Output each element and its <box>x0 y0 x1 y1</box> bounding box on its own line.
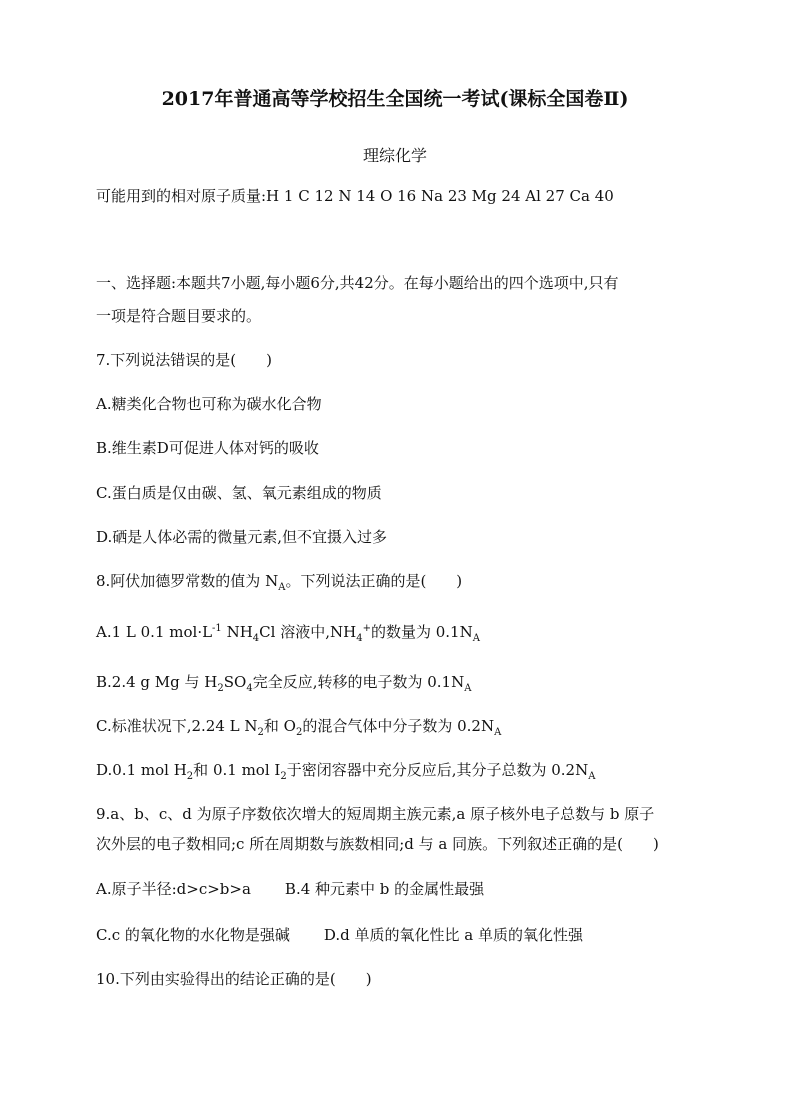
q9-options-row-2 <box>96 925 583 945</box>
q9-option-a: A.原子半径:d>c>b>a <box>96 880 251 898</box>
q8d-text-2: 和 0.1 mol I <box>193 761 281 779</box>
q8a-text-3: Cl 溶液中,NH <box>259 623 357 641</box>
q8-option-d <box>96 760 595 780</box>
q8a-sup-2: + <box>362 623 371 634</box>
q7-stem: 7.下列说法错误的是( ) <box>96 351 273 369</box>
q8a-text-4: 的数量为 0.1N <box>370 623 473 641</box>
q8a-sup-1: -1 <box>212 623 222 634</box>
q8b-sub-3: A <box>464 683 472 694</box>
q8b-sub-1: 2 <box>217 683 224 694</box>
q8c-sub-3: A <box>494 727 502 738</box>
section-instruction-line-1: 一、选择题:本题共7小题,每小题6分,共42分。在每小题给出的四个选项中,只有 <box>96 274 619 292</box>
q8c-text-3: 的混合气体中分子数为 0.2N <box>302 717 495 735</box>
q8d-text-1: D.0.1 mol H <box>96 761 187 779</box>
exam-title: 2017年普通高等学校招生全国统一考试(课标全国卷Ⅱ) <box>161 88 629 110</box>
q8a-text-1: A.1 L 0.1 mol·L <box>96 623 213 641</box>
q8-option-b <box>96 672 471 692</box>
q10-stem: 10.下列由实验得出的结论正确的是( ) <box>96 970 372 988</box>
q8d-sub-1: 2 <box>186 771 194 782</box>
q8-option-c <box>96 716 501 736</box>
q8a-sub-1: 4 <box>252 633 260 644</box>
q7-option-d: D.硒是人体必需的微量元素,但不宜摄入过多 <box>96 528 388 546</box>
q8d-text-3: 于密闭容器中充分反应后,其分子总数为 0.2N <box>286 761 589 779</box>
atomic-masses-line: 可能用到的相对原子质量:H 1 C 12 N 14 O 16 Na 23 Mg 24 Al 27 Ca 40 <box>96 187 614 205</box>
q8-stem-text: 8.阿伏加德罗常数的值为 N <box>96 572 279 590</box>
q8b-text-3: 完全反应,转移的电子数为 0.1N <box>252 673 465 691</box>
q8c-text-1: C.标准状况下,2.24 L N <box>96 717 258 735</box>
q8-stem-text-2: 。下列说法正确的是( ) <box>285 572 463 590</box>
q8-stem <box>96 571 462 591</box>
q9-option-d: D.d 单质的氧化性比 a 单质的氧化性强 <box>323 926 584 944</box>
q8c-sub-1: 2 <box>257 727 264 738</box>
subject-title: 理综化学 <box>362 146 427 165</box>
q8a-sub-3: A <box>472 633 480 644</box>
q8d-sub-2: 2 <box>280 771 287 782</box>
q8c-text-2: 和 O <box>263 717 296 735</box>
q7-option-b: B.维生素D可促进人体对钙的吸收 <box>96 439 319 457</box>
q8a-text-2: NH <box>221 623 253 641</box>
q9-stem-line-2: 次外层的电子数相同;c 所在周期数与族数相同;d 与 a 同族。下列叙述正确的是( ) <box>96 835 659 853</box>
section-instruction-line-2: 一项是符合题目要求的。 <box>96 307 262 325</box>
q8b-text-2: SO <box>223 673 247 691</box>
q7-option-a: A.糖类化合物也可称为碳水化合物 <box>96 395 322 413</box>
q8-stem-sub: A <box>278 582 286 593</box>
q9-options-row-1 <box>96 879 484 899</box>
q9-option-c: C.c 的氧化物的水化物是强碱 <box>96 926 290 944</box>
q8b-sub-2: 4 <box>246 683 253 694</box>
q8c-sub-2: 2 <box>295 727 303 738</box>
q9-stem-line-1: 9.a、b、c、d 为原子序数依次增大的短周期主族元素,a 原子核外电子总数与 b 原子 <box>96 805 655 823</box>
q8b-text-1: B.2.4 g Mg 与 H <box>96 673 218 691</box>
q9-option-b: B.4 种元素中 b 的金属性最强 <box>284 880 485 898</box>
q8-option-a <box>96 622 480 642</box>
q8a-sub-2: 4 <box>356 633 363 644</box>
q8d-sub-3: A <box>588 771 596 782</box>
q7-option-c: C.蛋白质是仅由碳、氢、氧元素组成的物质 <box>96 484 382 502</box>
